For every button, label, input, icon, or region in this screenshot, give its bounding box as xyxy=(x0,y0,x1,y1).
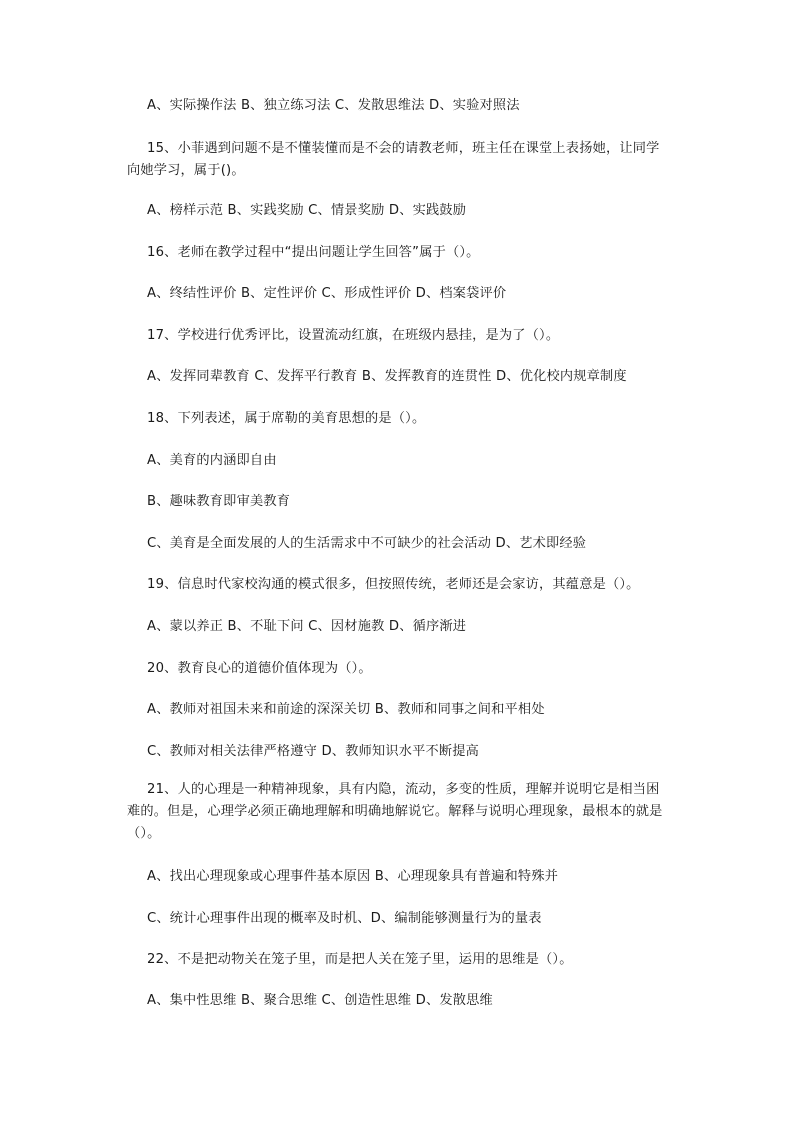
answer-option-18cd: C、美育是全面发展的人的生活需求中不可缺少的社会活动 D、艺术即经验 xyxy=(147,536,587,551)
answer-options-20ab: A、教师对祖国未来和前途的深深关切 B、教师和同事之间和平相处 xyxy=(147,702,545,717)
answer-options-20cd: C、教师对相关法律严格遵守 D、教师知识水平不断提高 xyxy=(147,744,480,759)
question-18: 18、下列表述，属于席勒的美育思想的是（）。 xyxy=(147,411,426,426)
question-22: 22、不是把动物关在笼子里，而是把人关在笼子里，运用的思维是（）。 xyxy=(147,952,573,967)
answer-options-22: A、集中性思维 B、聚合思维 C、创造性思维 D、发散思维 xyxy=(147,993,493,1008)
answer-options-21cd: C、统计心理事件出现的概率及时机、D、编制能够测量行为的量表 xyxy=(147,911,542,926)
answer-options-17: A、发挥同辈教育 C、发挥平行教育 B、发挥教育的连贯性 D、优化校内规章制度 xyxy=(147,369,627,384)
answer-options-15: A、榜样示范 B、实践奖励 C、情景奖励 D、实践鼓励 xyxy=(147,203,467,218)
answer-option-18a: A、美育的内涵即自由 xyxy=(147,453,277,468)
answer-options-16: A、终结性评价 B、定性评价 C、形成性评价 D、档案袋评价 xyxy=(147,286,507,301)
question-16: 16、老师在教学过程中“提出问题让学生回答”属于（）。 xyxy=(147,245,480,260)
question-19: 19、信息时代家校沟通的模式很多，但按照传统，老师还是会家访，其蕴意是（）。 xyxy=(147,577,640,592)
question-20: 20、教育良心的道德价值体现为（）。 xyxy=(147,661,372,676)
question-17: 17、学校进行优秀评比，设置流动红旗，在班级内悬挂，是为了（）。 xyxy=(147,328,560,343)
answer-options-19: A、蒙以养正 B、不耻下问 C、因材施教 D、循序渐进 xyxy=(147,619,467,634)
question-21: 21、人的心理是一种精神现象，具有内隐，流动，多变的性质，理解并说明它是相当困难的。但是，心理学必须正确地理解和明确地解说它。解释与说明心理现象，最根本的就是（）。 xyxy=(127,782,663,841)
question-15: 15、小菲遇到问题不是不懂装懂而是不会的请教老师，班主任在课堂上表扬她，让同学向她学习，属于()。 xyxy=(127,141,660,178)
answer-options-14: A、实际操作法 B、独立练习法 C、发散思维法 D、实验对照法 xyxy=(147,98,520,113)
answer-options-21ab: A、找出心理现象或心理事件基本原因 B、心理现象具有普遍和特殊并 xyxy=(147,869,559,884)
answer-option-18b: B、趣味教育即审美教育 xyxy=(147,494,291,509)
